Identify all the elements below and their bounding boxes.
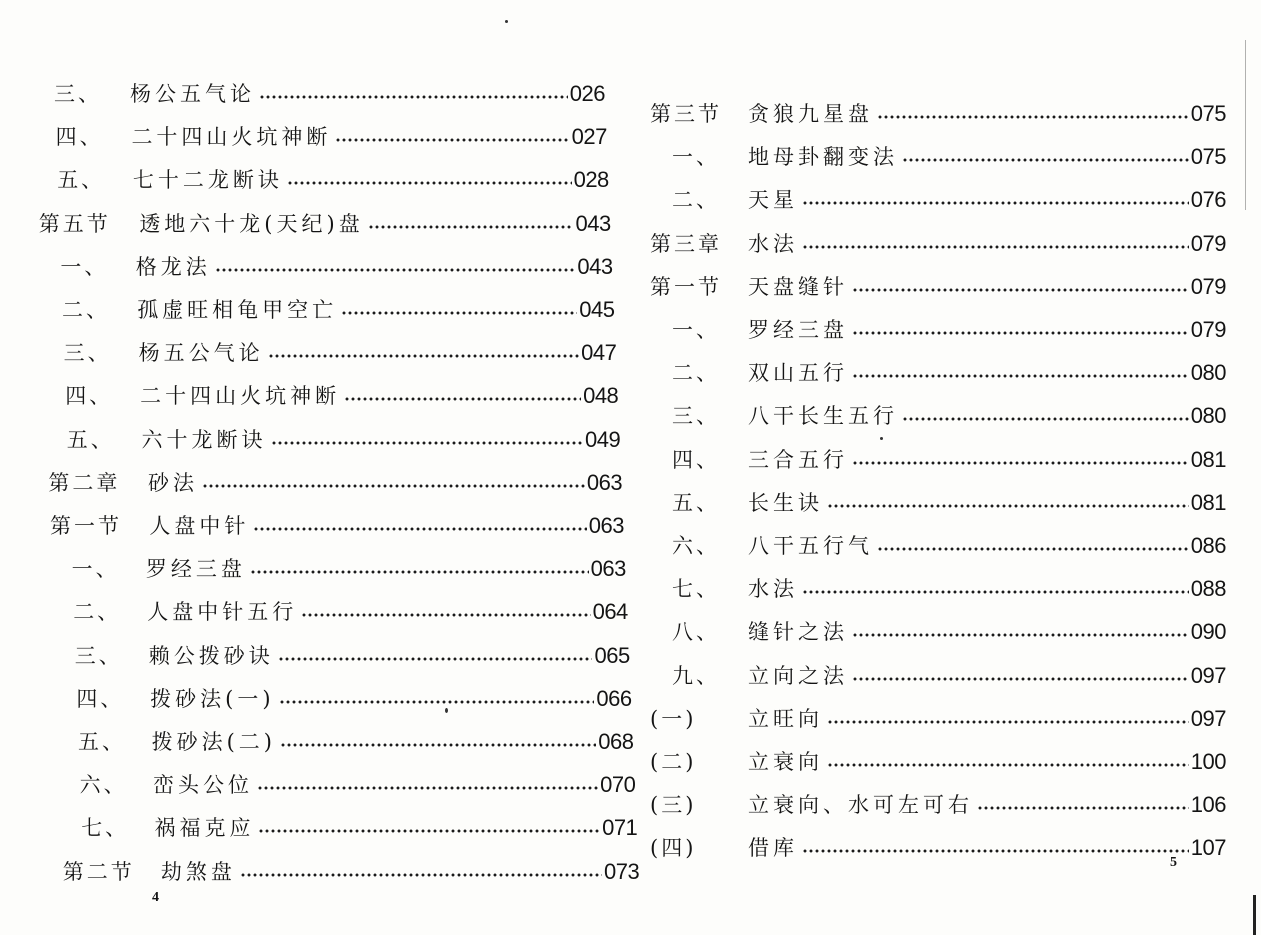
toc-entry-page: 081 bbox=[1190, 446, 1226, 472]
toc-leader-dots bbox=[240, 873, 602, 877]
toc-entry-number: 六、 bbox=[79, 773, 128, 798]
toc-entry-page: 079 bbox=[1190, 273, 1226, 299]
toc-entry-number: (二) bbox=[650, 750, 697, 774]
toc-entry-title: 罗经三盘 bbox=[748, 318, 848, 342]
toc-entry-title: 峦头公位 bbox=[153, 773, 254, 798]
toc-entry-number: 一、 bbox=[672, 318, 720, 342]
toc-entry-number: 第三节 bbox=[650, 102, 722, 126]
right-page-number: 5 bbox=[1170, 855, 1177, 870]
toc-entry-number: 三、 bbox=[54, 82, 102, 106]
toc-entry-page: 027 bbox=[571, 124, 607, 150]
toc-entry-number: 一、 bbox=[672, 145, 720, 170]
toc-entry-page: 043 bbox=[575, 210, 611, 236]
toc-entry-number: 三、 bbox=[74, 643, 123, 668]
toc-entry-title: 二十四山火坑神断 bbox=[131, 125, 332, 150]
toc-entry-page: 107 bbox=[1190, 835, 1226, 861]
toc-entry-title: 地母卦翻变法 bbox=[748, 145, 898, 170]
toc-entry-page: 070 bbox=[600, 772, 636, 798]
toc-entry-title: 贪狼九星盘 bbox=[748, 102, 873, 126]
toc-entry-page: 100 bbox=[1190, 749, 1226, 774]
toc-entry-title: 拨砂法(二) bbox=[151, 730, 276, 754]
toc-entry-title: 立向之法 bbox=[748, 663, 848, 688]
toc-entry-number: 五、 bbox=[66, 427, 115, 452]
toc-entry-number: 二、 bbox=[62, 298, 110, 322]
toc-entry bbox=[0, 86, 1261, 126]
toc-entry-title: 借库 bbox=[748, 836, 798, 861]
toc-entry-number: 第二节 bbox=[62, 859, 135, 884]
toc-entry-title: 八干五行气 bbox=[748, 534, 873, 558]
toc-entry-page: 066 bbox=[596, 685, 632, 711]
toc-entry bbox=[0, 777, 1261, 817]
toc-leader-dots bbox=[852, 288, 1189, 292]
toc-leader-dots bbox=[852, 331, 1189, 335]
toc-entry-title: 透地六十龙(天纪)盘 bbox=[139, 211, 364, 236]
toc-entry-title: 二十四山火坑神断 bbox=[140, 384, 341, 409]
toc-entry bbox=[0, 518, 1261, 558]
binding-edge-line bbox=[1253, 895, 1256, 935]
toc-entry bbox=[0, 561, 1261, 601]
toc-entry-number: 七、 bbox=[672, 577, 720, 602]
toc-leader-dots bbox=[877, 115, 1189, 119]
toc-entry-number: 第一节 bbox=[650, 274, 722, 299]
toc-entry-number: (一) bbox=[650, 706, 697, 731]
toc-leader-dots bbox=[902, 417, 1189, 421]
toc-leader-dots bbox=[827, 763, 1189, 767]
toc-entry-number: 五、 bbox=[672, 490, 720, 515]
toc-entry-number: 四、 bbox=[65, 384, 114, 409]
toc-entry-title: 劫煞盘 bbox=[160, 859, 236, 884]
toc-entry bbox=[0, 648, 1261, 688]
toc-leader-dots bbox=[802, 201, 1189, 205]
toc-entry bbox=[0, 604, 1261, 644]
toc-entry-title: 罗经三盘 bbox=[145, 557, 246, 582]
toc-entry-number: 九、 bbox=[672, 663, 720, 688]
toc-entry-title: 立衰向 bbox=[748, 750, 823, 774]
toc-entry-page: 080 bbox=[1190, 360, 1226, 386]
toc-leader-dots bbox=[827, 720, 1189, 724]
toc-entry-page: 064 bbox=[592, 599, 628, 625]
toc-entry-number: (三) bbox=[650, 793, 697, 818]
toc-entry bbox=[0, 820, 1261, 860]
toc-entry-page: 106 bbox=[1190, 792, 1226, 818]
toc-leader-dots bbox=[902, 158, 1189, 162]
toc-entry-page: 080 bbox=[1190, 403, 1226, 429]
scan-speck bbox=[880, 437, 883, 440]
toc-leader-dots bbox=[852, 374, 1189, 378]
toc-leader-dots bbox=[877, 547, 1189, 551]
toc-entry-title: 水法 bbox=[748, 231, 798, 256]
toc-entry-title: 杨五公气论 bbox=[138, 341, 264, 366]
toc-entry-number: 一、 bbox=[60, 254, 109, 279]
toc-entry-page: 079 bbox=[1190, 230, 1226, 256]
toc-entry-page: 043 bbox=[577, 253, 613, 279]
toc-entry-page: 090 bbox=[1190, 619, 1226, 645]
toc-entry-title: 八干长生五行 bbox=[748, 404, 898, 429]
toc-entry-title: 缝针之法 bbox=[748, 620, 848, 645]
toc-entry-page: 026 bbox=[569, 81, 605, 106]
toc-entry bbox=[0, 432, 1261, 472]
toc-entry-title: 长生诀 bbox=[748, 490, 823, 515]
toc-entry-page: 063 bbox=[590, 556, 626, 582]
toc-entry-number: 一、 bbox=[71, 557, 120, 582]
toc-entry-page: 073 bbox=[603, 858, 640, 884]
toc-entry bbox=[0, 259, 1261, 299]
toc-entry-page: 065 bbox=[594, 642, 630, 668]
toc-entry-number: 第五节 bbox=[38, 211, 111, 236]
toc-entry-number: 第二章 bbox=[48, 470, 121, 495]
toc-leader-dots bbox=[802, 245, 1189, 249]
toc-entry-number: 第三章 bbox=[650, 231, 722, 256]
toc-entry-page: 097 bbox=[1190, 705, 1226, 731]
toc-entry bbox=[0, 388, 1261, 428]
toc-entry-title: 七十二龙断诀 bbox=[132, 168, 283, 193]
toc-entry-number: 六、 bbox=[672, 534, 720, 558]
toc-entry-number: 五、 bbox=[57, 168, 106, 193]
toc-entry-page: 076 bbox=[1190, 187, 1226, 213]
toc-entry bbox=[0, 345, 1261, 385]
toc-entry bbox=[0, 734, 1261, 774]
toc-entry-page: 079 bbox=[1190, 317, 1226, 342]
toc-entry-title: 双山五行 bbox=[748, 361, 848, 386]
toc-entry-number: 七、 bbox=[81, 816, 130, 841]
toc-entry-number: 二、 bbox=[73, 600, 122, 625]
toc-entry-title: 六十龙断诀 bbox=[141, 427, 267, 452]
toc-entry-title: 赖公拨砂诀 bbox=[148, 643, 274, 668]
toc-entry-number: (四) bbox=[650, 836, 697, 861]
toc-entry-page: 068 bbox=[598, 729, 634, 754]
toc-entry-title: 祸福克应 bbox=[154, 816, 255, 841]
toc-entry bbox=[0, 302, 1261, 342]
toc-entry-title: 杨公五气论 bbox=[130, 82, 255, 106]
toc-entry bbox=[0, 475, 1261, 515]
scan-edge-line bbox=[1245, 40, 1246, 210]
toc-entry-page: 045 bbox=[579, 297, 615, 322]
toc-entry-number: 三、 bbox=[672, 404, 720, 429]
toc-entry-page: 049 bbox=[584, 426, 621, 452]
toc-entry-page: 048 bbox=[583, 383, 619, 409]
toc-entry-number: 四、 bbox=[76, 686, 125, 711]
toc-entry-page: 047 bbox=[581, 340, 617, 366]
toc-entry-page: 075 bbox=[1190, 144, 1226, 170]
toc-entry-title: 天盘缝针 bbox=[748, 274, 848, 299]
toc-entry-number: 二、 bbox=[672, 361, 720, 386]
toc-entry-title: 立旺向 bbox=[748, 706, 823, 731]
toc-entry-page: 071 bbox=[602, 815, 638, 841]
scan-speck bbox=[445, 708, 448, 713]
toc-entry bbox=[0, 172, 1261, 212]
toc-entry-title: 格龙法 bbox=[135, 254, 211, 279]
toc-entry-title: 拨砂法(一) bbox=[150, 686, 275, 711]
toc-entry-page: 097 bbox=[1190, 662, 1226, 688]
toc-leader-dots bbox=[852, 461, 1189, 465]
toc-entry-number: 三、 bbox=[63, 341, 112, 366]
toc-entry-number: 五、 bbox=[78, 730, 126, 754]
toc-leader-dots bbox=[802, 849, 1189, 853]
toc-entry-page: 088 bbox=[1190, 576, 1226, 602]
toc-entry-page: 028 bbox=[573, 167, 609, 193]
toc-entry-title: 天星 bbox=[748, 188, 798, 213]
toc-entry-title: 人盘中针五行 bbox=[147, 600, 298, 625]
toc-leader-dots bbox=[977, 806, 1189, 810]
toc-entry bbox=[0, 216, 1261, 256]
toc-entry-page: 075 bbox=[1190, 101, 1226, 126]
toc-entry-number: 八、 bbox=[672, 620, 720, 645]
left-page-number: 4 bbox=[152, 890, 159, 905]
toc-entry-page: 086 bbox=[1190, 533, 1226, 558]
toc-entry-number: 第一节 bbox=[50, 514, 122, 538]
toc-leader-dots bbox=[852, 677, 1189, 681]
toc-entry-number: 四、 bbox=[672, 447, 720, 472]
toc-entry-title: 立衰向、水可左可右 bbox=[748, 793, 973, 818]
toc-entry-page: 063 bbox=[588, 513, 624, 538]
toc-entry-title: 孤虚旺相龟甲空亡 bbox=[137, 298, 338, 322]
scan-speck bbox=[505, 20, 508, 23]
toc-entry-number: 二、 bbox=[672, 188, 720, 213]
toc-leader-dots bbox=[802, 590, 1189, 594]
toc-leader-dots bbox=[827, 504, 1189, 508]
toc-entry-title: 砂法 bbox=[147, 470, 198, 495]
toc-entry-title: 人盘中针 bbox=[149, 514, 250, 538]
toc-entry bbox=[0, 691, 1261, 731]
toc-entry bbox=[0, 129, 1261, 169]
toc-entry-title: 水法 bbox=[748, 577, 798, 602]
toc-entry-page: 063 bbox=[586, 469, 623, 495]
toc-entry-number: 四、 bbox=[55, 125, 104, 150]
toc-leader-dots bbox=[852, 633, 1189, 637]
toc-entry-title: 三合五行 bbox=[748, 447, 848, 472]
toc-entry-page: 081 bbox=[1190, 489, 1226, 515]
